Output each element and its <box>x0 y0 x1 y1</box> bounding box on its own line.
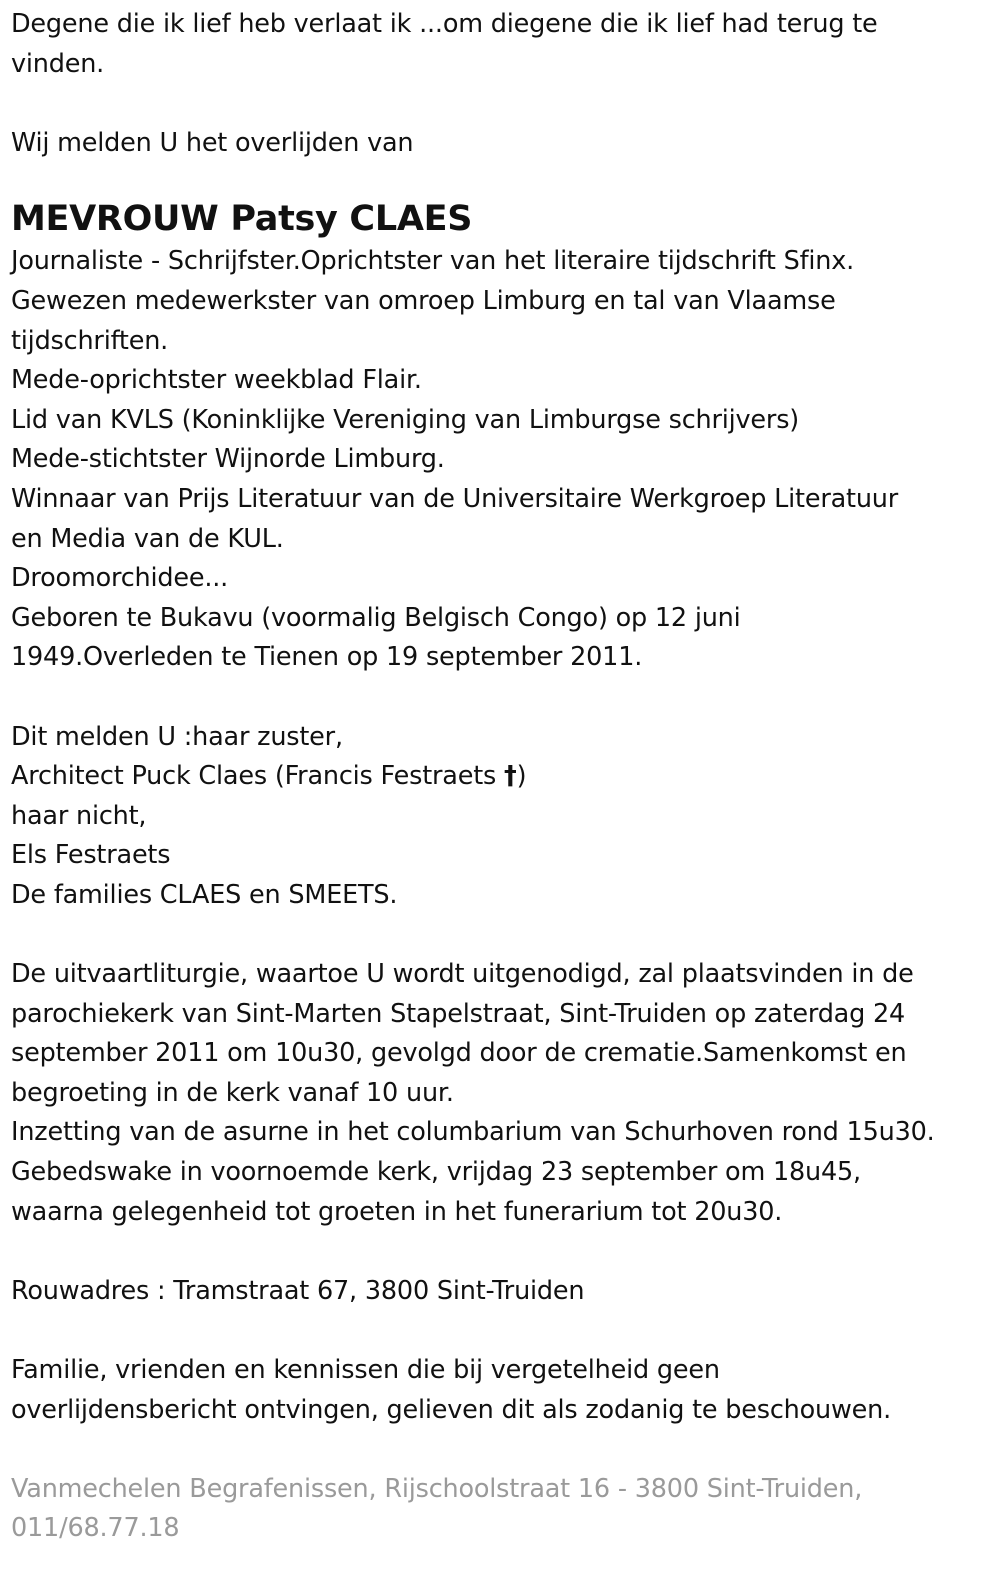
family-sister <box>11 757 988 797</box>
notice-line: overlijdensbericht ontvingen, gelieven dit als zodanig te beschouwen. <box>11 1394 892 1425</box>
ceremony-line: De uitvaartliturgie, waartoe U wordt uitgenodigd, zal plaatsvinden in de <box>11 959 914 990</box>
family-intro: Dit melden U :haar zuster, <box>11 721 343 752</box>
biography-line: Lid van KVLS (Koninklijke Vereniging van Limburgse schrijvers) <box>11 404 800 435</box>
notice-line: Familie, vrienden en kennissen die bij vergetelheid geen <box>11 1355 720 1385</box>
spacer <box>11 163 988 187</box>
biography-line: 1949.Overleden te Tienen op 19 september 2011. <box>11 642 643 673</box>
announcement-line: Wij melden U het overlijden van <box>11 127 414 158</box>
family-niece-label: haar nicht, <box>11 800 147 831</box>
family-section <box>11 718 988 916</box>
ceremony-line: parochiekerk van Sint-Marten Stapelstraat, Sint-Truiden op zaterdag 24 <box>11 998 906 1029</box>
mourning-address: Rouwadres : Tramstraat 67, 3800 Sint-Truiden <box>11 1275 585 1306</box>
spacer <box>11 678 988 718</box>
funeral-home-phone: 011/68.77.18 <box>11 1513 180 1544</box>
ceremony-line: begroeting in de kerk vanaf 10 uur. <box>11 1077 454 1108</box>
spacer <box>11 1232 988 1272</box>
funeral-home-address: Vanmechelen Begrafenissen, Rijschoolstraat 16 - 3800 Sint-Truiden, <box>11 1473 863 1504</box>
biography-section <box>11 242 988 678</box>
ceremony-section <box>11 955 988 1232</box>
spacer <box>11 915 988 955</box>
spacer <box>11 1311 988 1351</box>
ceremony-line: september 2011 om 10u30, gevolgd door de crematie.Samenkomst en <box>11 1038 907 1069</box>
biography-line: Geboren te Bukavu (voormalig Belgisch Congo) op 12 juni <box>11 602 741 633</box>
biography-line: Mede-stichtster Wijnorde Limburg. <box>11 444 445 475</box>
family-families: De families CLAES en SMEETS. <box>11 879 398 910</box>
ceremony-line: Gebedswake in voornoemde kerk, vrijdag 23 september om 18u45, <box>11 1157 861 1188</box>
sister-name: Architect Puck Claes (Francis Festraets <box>11 761 504 792</box>
biography-line: Droomorchidee... <box>11 563 229 594</box>
family-niece-name: Els Festraets <box>11 840 171 871</box>
biography-line: Journaliste - Schrijfster.Oprichtster van het literaire tijdschrift Sfinx. <box>11 246 854 277</box>
cross-icon: † <box>504 761 517 792</box>
biography-line: Winnaar van Prijs Literatuur van de Universitaire Werkgroep Literatuur <box>11 483 899 514</box>
biography-line: Mede-oprichtster weekblad Flair. <box>11 365 422 396</box>
ceremony-line: Inzetting van de asurne in het columbarium van Schurhoven rond 15u30. <box>11 1117 935 1148</box>
epigraph-line-1: Degene die ik lief heb verlaat ik ...om diegene die ik lief had terug te <box>11 9 878 39</box>
ceremony-line: waarna gelegenheid tot groeten in het funerarium tot 20u30. <box>11 1196 783 1227</box>
funeral-home-footer <box>11 1470 988 1549</box>
intro-section <box>11 5 988 163</box>
sister-suffix: ) <box>516 761 527 792</box>
biography-line: tijdschriften. <box>11 325 169 356</box>
notice-section <box>11 1351 988 1430</box>
biography-line: Gewezen medewerkster van omroep Limburg en tal van Vlaamse <box>11 285 836 316</box>
deceased-name: MEVROUW Patsy CLAES <box>11 199 473 240</box>
epigraph-line-2: vinden. <box>11 48 105 79</box>
spacer <box>11 1430 988 1470</box>
spacer <box>11 84 988 124</box>
biography-line: en Media van de KUL. <box>11 523 284 554</box>
